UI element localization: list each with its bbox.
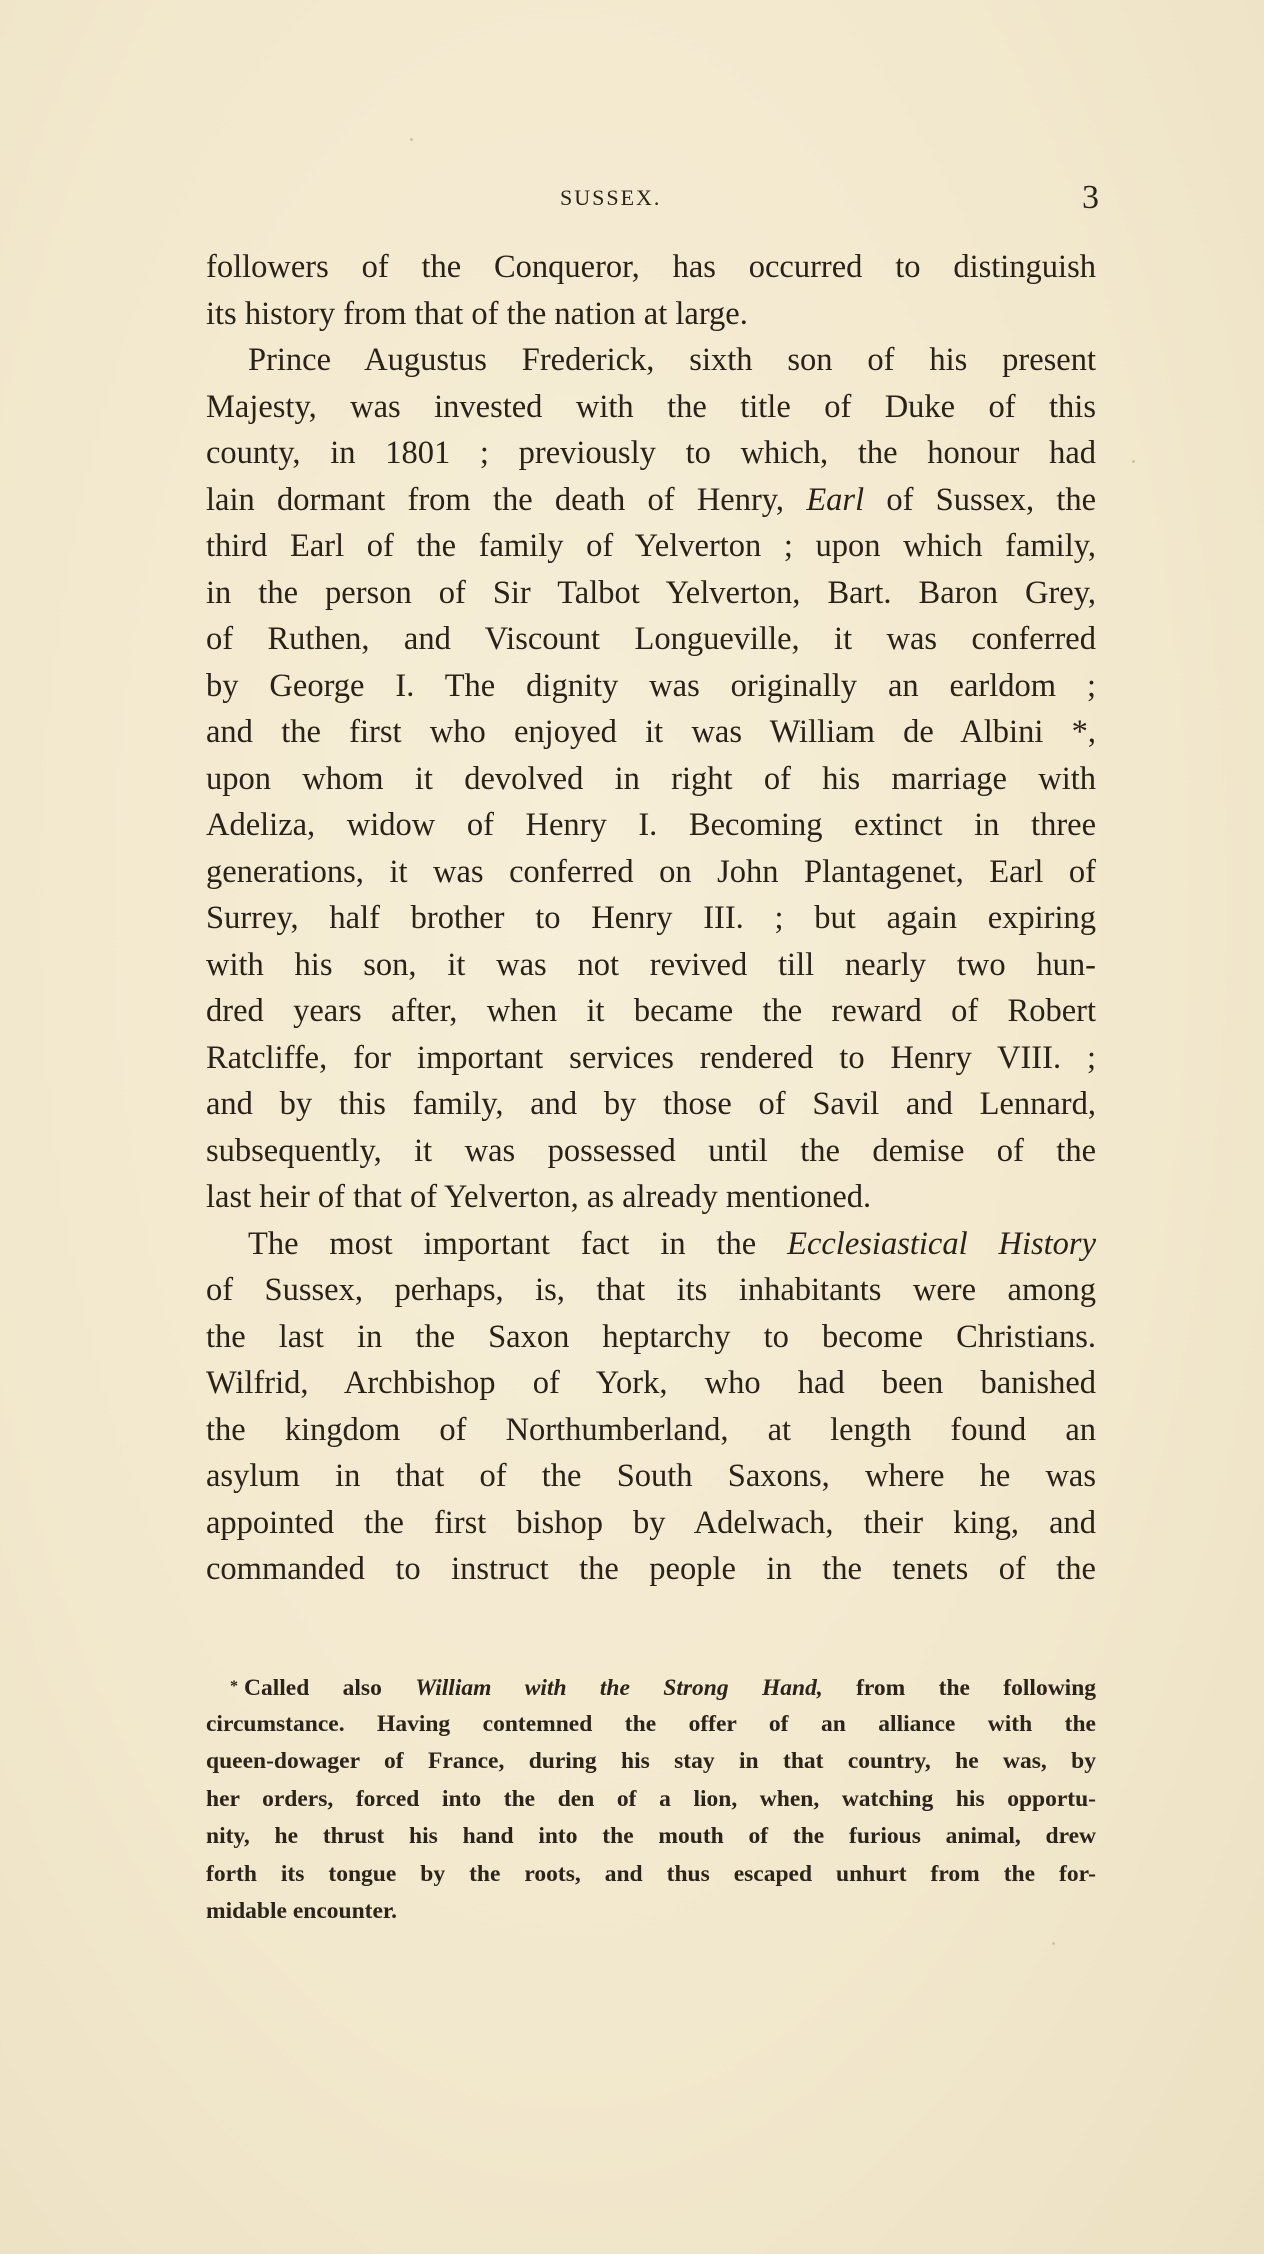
text-line: Majesty, was invested with the title of Duke of this xyxy=(206,388,1096,425)
text-line: of Sussex, perhaps, is, that its inhabitants were among xyxy=(206,1272,1096,1308)
footnote-line: queen-dowager of France, during his stay in that country, he was, by xyxy=(206,1748,1096,1774)
text-fragment: of Sussex, the xyxy=(886,481,1097,518)
text-line: Wilfrid, Archbishop of York, who had been banished xyxy=(206,1365,1096,1401)
running-title: SUSSEX. xyxy=(560,185,662,210)
italic-text: William with the Strong Hand, xyxy=(415,1675,823,1701)
footnote-line: circumstance. Having contemned the offer of an alliance with the xyxy=(206,1710,1096,1737)
italic-text: Ecclesiastical History xyxy=(787,1225,1096,1262)
text-line: the kingdom of Northumberland, at length found an xyxy=(206,1411,1096,1448)
text-line: and the first who enjoyed it was William de Albini *, xyxy=(206,714,1096,750)
text-line xyxy=(206,1221,1096,1268)
footnote-mark: * xyxy=(230,1678,238,1695)
footnote-line: forth its tongue by the roots, and thus escaped unhurt from the for- xyxy=(206,1860,1096,1887)
paper-speck xyxy=(1052,1942,1055,1945)
text-fragment: The most important fact in the xyxy=(248,1225,757,1262)
text-line: Ratcliffe, for important services rendered to Henry VIII. ; xyxy=(206,1039,1096,1076)
text-line: dred years after, when it became the reward of Robert xyxy=(206,993,1096,1029)
footnote xyxy=(206,1668,1096,1931)
text-line: last heir of that of Yelverton, as already mentioned. xyxy=(206,1179,872,1215)
text-line: by George I. The dignity was originally an earldom ; xyxy=(206,667,1096,704)
text-line: Prince Augustus Frederick, sixth son of his present xyxy=(248,342,1096,378)
text-line: county, in 1801 ; previously to which, the honour had xyxy=(206,435,1096,471)
footnote-line: her orders, forced into the den of a lion, when, watching his opportu- xyxy=(206,1785,1096,1812)
page-number: 3 xyxy=(1082,179,1099,216)
text-line: appointed the first bishop by Adelwach, their king, and xyxy=(206,1504,1096,1541)
text-line: in the person of Sir Talbot Yelverton, Bart. Baron Grey, xyxy=(206,574,1096,611)
footnote-line: midable encounter. xyxy=(206,1898,398,1924)
text-line: with his son, it was not revived till nearly two hun- xyxy=(206,946,1096,983)
text-fragment: from the following xyxy=(856,1675,1097,1701)
text-line xyxy=(206,477,1096,524)
italic-text: Earl xyxy=(806,481,865,518)
text-line: Surrey, half brother to Henry III. ; but again expiring xyxy=(206,900,1096,936)
text-line: its history from that of the nation at large. xyxy=(206,295,748,332)
text-fragment: Called also xyxy=(244,1675,382,1701)
text-fragment: lain dormant from the death of Henry, xyxy=(206,481,785,518)
text-line: generations, it was conferred on John Plantagenet, Earl of xyxy=(206,853,1096,890)
paper-speck xyxy=(1132,460,1135,463)
text-line: upon whom it devolved in right of his marriage with xyxy=(206,760,1096,797)
running-head xyxy=(0,179,1264,225)
text-line: and by this family, and by those of Savil and Lennard, xyxy=(206,1086,1096,1122)
text-line: the last in the Saxon heptarchy to become Christians. xyxy=(206,1318,1096,1355)
text-line: followers of the Conqueror, has occurred to distinguish xyxy=(206,249,1096,285)
text-line: subsequently, it was possessed until the demise of the xyxy=(206,1132,1096,1169)
text-line: Adeliza, widow of Henry I. Becoming extinct in three xyxy=(206,807,1096,843)
text-line: asylum in that of the South Saxons, where he was xyxy=(206,1458,1096,1494)
footnote-line xyxy=(206,1668,1096,1706)
text-line: third Earl of the family of Yelverton ; upon which family, xyxy=(206,528,1096,564)
paper-speck xyxy=(410,138,413,141)
body-text xyxy=(206,244,1096,1593)
footnote-line: nity, he thrust his hand into the mouth of the furious animal, drew xyxy=(206,1823,1096,1849)
text-line: commanded to instruct the people in the tenets of the xyxy=(206,1551,1096,1587)
text-line: of Ruthen, and Viscount Longueville, it was conferred xyxy=(206,621,1096,657)
